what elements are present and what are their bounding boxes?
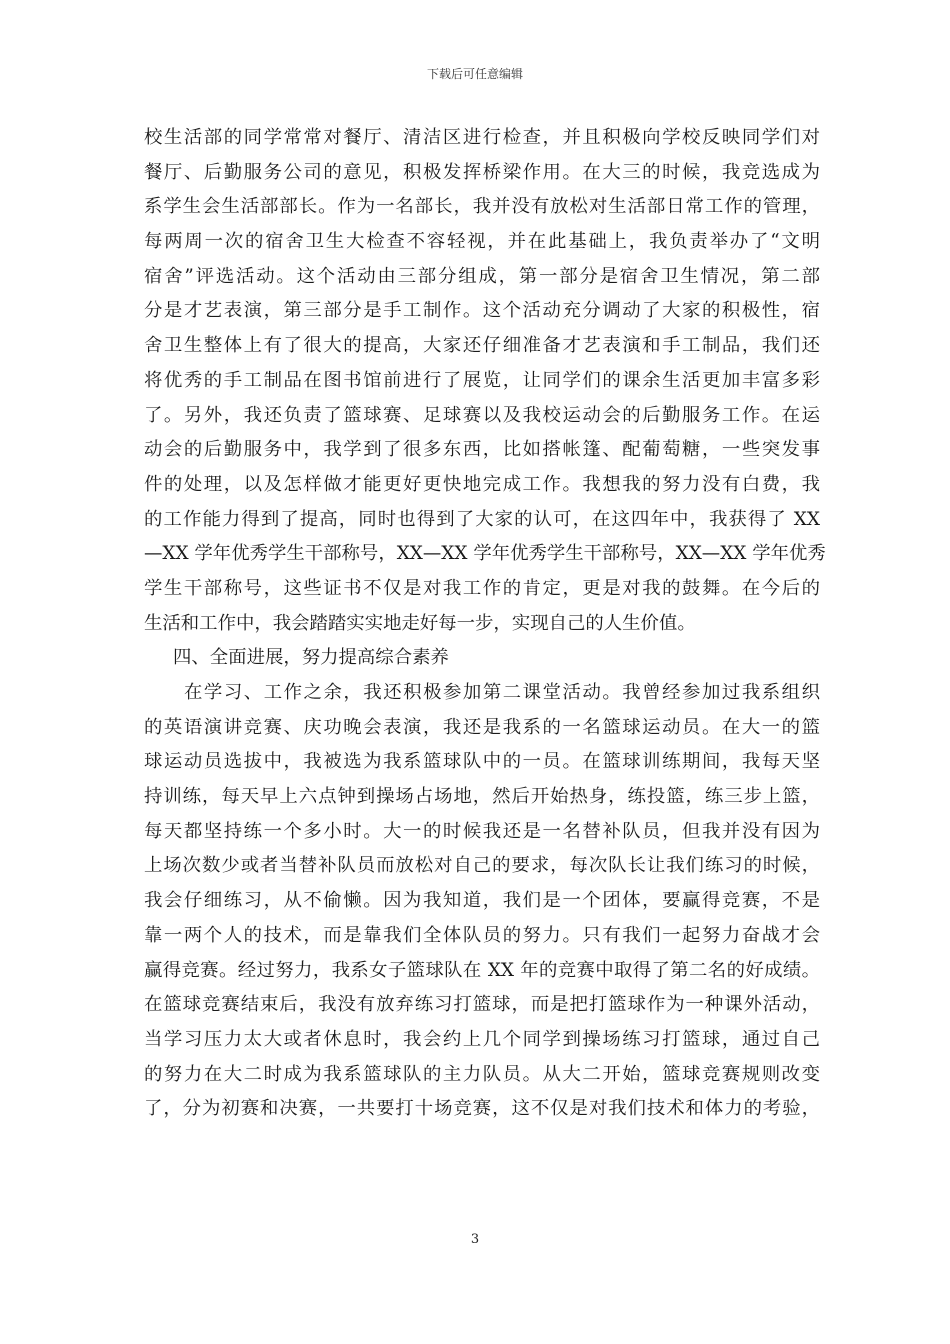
text-line: 在学习、工作之余，我还积极参加第二课堂活动。我曾经参加过我系组织 bbox=[184, 682, 820, 703]
page-number: 3 bbox=[470, 1232, 480, 1247]
text-line: 学生干部称号，这些证书不仅是对我工作的肯定，更是对我的鼓舞。在今后的 bbox=[144, 577, 820, 599]
text-line: 系学生会生活部部长。作为一名部长，我并没有放松对生活部日常工作的管理， bbox=[144, 196, 820, 218]
text-line: 将优秀的手工制品在图书馆前进行了展览，让同学们的课余生活更加丰富多彩 bbox=[144, 369, 820, 391]
text-line: 靠一两个人的技术，而是靠我们全体队员的努力。只有我们一起努力奋战才会 bbox=[144, 924, 820, 946]
text-line: 宿舍”评选活动。这个活动由三部分组成，第一部分是宿舍卫生情况，第二部 bbox=[144, 265, 820, 287]
text-line: 校生活部的同学常常对餐厅、清洁区进行检查，并且积极向学校反映同学们对 bbox=[144, 127, 820, 148]
text-line: 在篮球竞赛结束后，我没有放弃练习打篮球，而是把打篮球作为一种课外活动， bbox=[144, 994, 820, 1016]
text-line: 四、全面进展，努力提高综合素养 bbox=[173, 647, 449, 669]
text-line: 生活和工作中，我会踏踏实实地走好每一步，实现自己的人生价值。 bbox=[144, 612, 696, 634]
text-line: 球运动员选拔中，我被选为我系篮球队中的一员。在篮球训练期间，我每天坚 bbox=[144, 751, 820, 773]
text-line: 的努力在大二时成为我系篮球队的主力队员。从大二开始，篮球竞赛规则改变 bbox=[144, 1063, 820, 1085]
text-line: 了。另外，我还负责了篮球赛、足球赛以及我校运动会的后勤服务工作。在运 bbox=[144, 404, 820, 426]
text-line: 我会仔细练习，从不偷懒。因为我知道，我们是一个团体，要赢得竞赛，不是 bbox=[144, 890, 820, 912]
text-line: 赢得竞赛。经过努力，我系女子篮球队在 XX 年的竞赛中取得了第二名的好成绩。 bbox=[144, 959, 820, 981]
document-body bbox=[144, 121, 826, 1127]
text-line: 的工作能力得到了提高，同时也得到了大家的认可，在这四年中，我获得了 XX bbox=[144, 508, 820, 530]
page-header: 下载后可任意编辑 bbox=[426, 67, 523, 81]
text-line: 持训练，每天早上六点钟到操场占场地，然后开始热身，练投篮，练三步上篮， bbox=[144, 786, 820, 808]
text-line: 餐厅、后勤服务公司的意见，积极发挥桥梁作用。在大三的时候，我竞选成为 bbox=[144, 161, 820, 183]
text-line: 上场次数少或者当替补队员而放松对自己的要求，每次队长让我们练习的时候， bbox=[144, 855, 820, 877]
text-line: 当学习压力太大或者休息时，我会约上几个同学到操场练习打篮球，通过自己 bbox=[144, 1028, 820, 1050]
text-line: 每两周一次的宿舍卫生大检查不容轻视，并在此基础上，我负责举办了“文明 bbox=[144, 231, 820, 253]
text-line: 每天都坚持练一个多小时。大一的时候我还是一名替补队员，但我并没有因为 bbox=[144, 820, 820, 842]
text-line: 舍卫生整体上有了很大的提高，大家还仔细准备才艺表演和手工制品，我们还 bbox=[144, 335, 820, 357]
text-line: 了，分为初赛和决赛，一共要打十场竞赛，这不仅是对我们技术和体力的考验， bbox=[144, 1098, 820, 1120]
text-line: 分是才艺表演，第三部分是手工制作。这个活动充分调动了大家的积极性，宿 bbox=[144, 300, 820, 322]
text-line: —XX 学年优秀学生干部称号，XX—XX 学年优秀学生干部称号，XX—XX 学年优秀 bbox=[144, 543, 826, 565]
text-line: 动会的后勤服务中，我学到了很多东西，比如搭帐篷、配葡萄糖，一些突发事 bbox=[144, 439, 820, 461]
text-line: 的英语演讲竞赛、庆功晚会表演，我还是我系的一名篮球运动员。在大一的篮 bbox=[144, 716, 820, 738]
text-line: 件的处理，以及怎样做才能更好更快地完成工作。我想我的努力没有白费，我 bbox=[144, 473, 820, 495]
